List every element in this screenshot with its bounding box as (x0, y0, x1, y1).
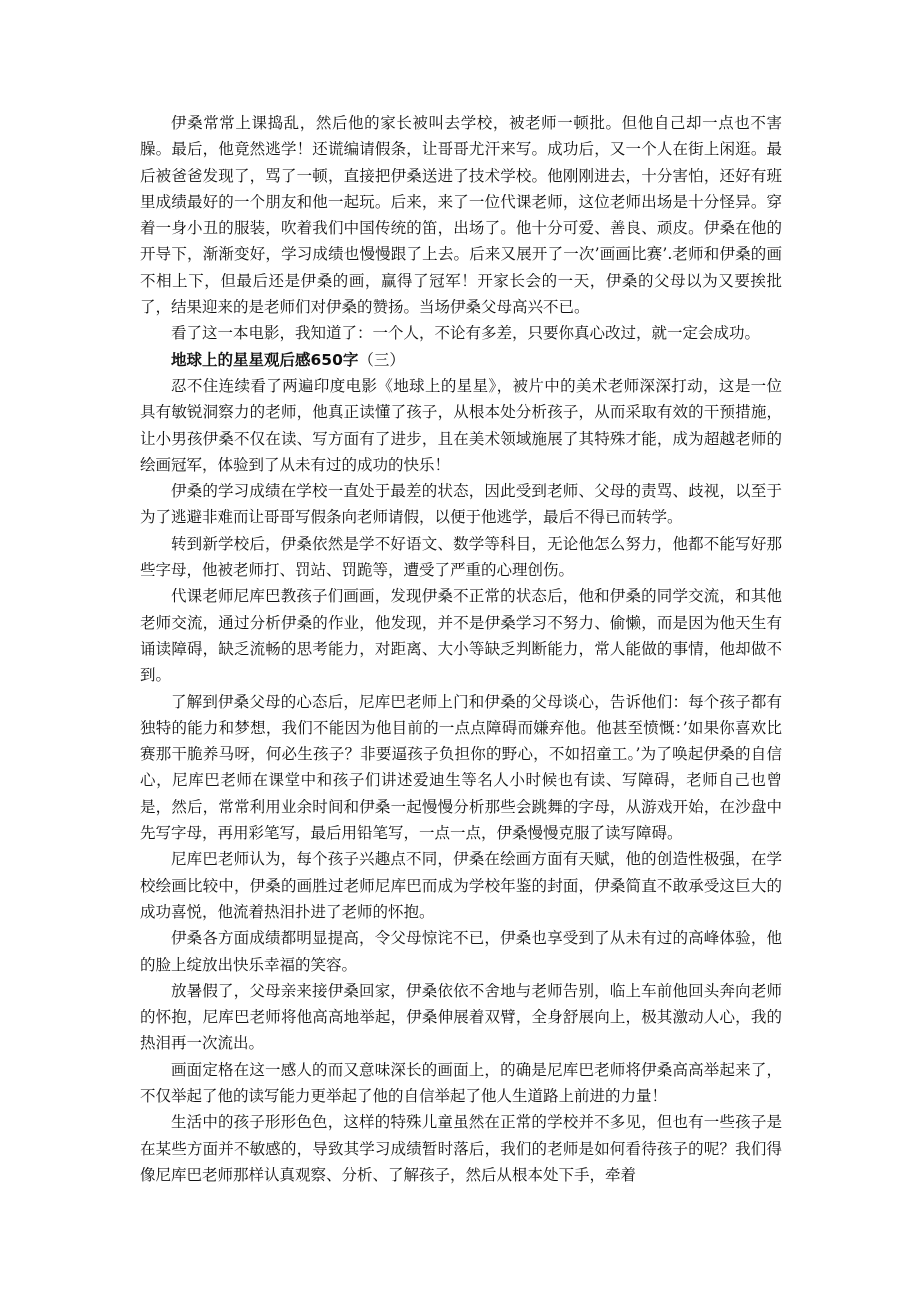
section-heading (140, 347, 782, 373)
paragraph: 画面定格在这一感人的而又意味深长的画面上，的确是尼库巴老师将伊桑高高举起来了，不仅举起了他的读写能力更举起了他的自信举起了他人生道路上前进的力量！ (140, 1060, 782, 1105)
paragraph: 伊桑各方面成绩都明显提高，令父母惊诧不已，伊桑也享受到了从未有过的高峰体验，他的脸上绽放出快乐幸福的笑容。 (140, 929, 782, 974)
heading-suffix: （三） (358, 350, 405, 369)
paragraph: 看了这一本电影，我知道了：一个人，不论有多差，只要你真心改过，就一定会成功。 (171, 324, 761, 343)
paragraph: 代课老师尼库巴教孩子们画画，发现伊桑不正常的状态后，他和伊桑的同学交流，和其他老师交流，通过分析伊桑的作业，他发现，并不是伊桑学习不努力、偷懒，而是因为他天生有诵读障碍，缺乏流畅的思考能力，对距离、大小等缺乏判断能力，常人能做的事情，他却做不到。 (140, 587, 782, 685)
paragraph: 生活中的孩子形形色色，这样的特殊儿童虽然在正常的学校并不多见，但也有一些孩子是在某些方面并不敏感的，导致其学习成绩暂时落后，我们的老师是如何看待孩子的呢？我们得像尼库巴老师那样认真观察、分析、了解孩子，然后从根本处下手，牵着 (140, 1113, 782, 1184)
paragraph: 伊桑的学习成绩在学校一直处于最差的状态，因此受到老师、父母的责骂、歧视，以至于为了逃避非难而让哥哥写假条向老师请假，以便于他逃学，最后不得已而转学。 (140, 482, 782, 527)
paragraph: 伊桑常常上课捣乱，然后他的家长被叫去学校，被老师一顿批。但他自己却一点也不害臊。最后，他竟然逃学！还谎编请假条，让哥哥尤汗来写。成功后，又一个人在街上闲逛。最后被爸爸发现了，骂了一顿，直接把伊桑送进了技术学校。他刚刚进去，十分害怕，还好有班里成绩最好的一个朋友和他一起玩。后来，来了一位代课老师，这位老师出场是十分怪异。穿着一身小丑的服装，吹着我们中国传统的笛，出场了。他十分可爱、善良、顽皮。伊桑在他的开导下，渐渐变好，学习成绩也慢慢跟了上去。后来又展开了一次’画画比赛’.老师和伊桑的画不相上下，但最后还是伊桑的画，赢得了冠军！开家长会的一天，伊桑的父母以为又要挨批了，结果迎来的是老师们对伊桑的赞扬。当场伊桑父母高兴不已。 (140, 114, 782, 317)
document-body (140, 110, 782, 1188)
paragraph: 转到新学校后，伊桑依然是学不好语文、数学等科目，无论他怎么努力，他都不能写好那些字母，他被老师打、罚站、罚跪等，遭受了严重的心理创伤。 (140, 534, 782, 580)
paragraph: 了解到伊桑父母的心态后，尼库巴老师上门和伊桑的父母谈心，告诉他们：每个孩子都有独特的能力和梦想，我们不能因为他目前的一点点障碍而嫌弃他。他甚至愤慨：’如果你喜欢比赛那干脆养马呀，何必生孩子？非要逼孩子负担你的野心，不如招童工。’为了唤起伊桑的自信心，尼库巴老师在课堂中和孩子们讲述爱迪生等名人小时候也有读、写障碍，老师自己也曾是，然后，常常利用业余时间和伊桑一起慢慢分析那些会跳舞的字母，从游戏开始，在沙盘中先写字母，再用彩笔写，最后用铅笔写，一点一点，伊桑慢慢克服了读写障碍。 (140, 692, 782, 843)
paragraph: 忍不住连续看了两遍印度电影《地球上的星星》，被片中的美术老师深深打动，这是一位具有敏锐洞察力的老师，他真正读懂了孩子，从根本处分析孩子，从而采取有效的干预措施，让小男孩伊桑不仅在读、写方面有了进步，且在美术领域施展了其特殊才能，成为超越老师的绘画冠军，体验到了从未有过的成功的快乐！ (140, 376, 782, 474)
paragraph: 尼库巴老师认为，每个孩子兴趣点不同，伊桑在绘画方面有天赋，他的创造性极强，在学校绘画比较中，伊桑的画胜过老师尼库巴而成为学校年鉴的封面，伊桑简直不敢承受这巨大的成功喜悦，他流着热泪扑进了老师的怀抱。 (140, 850, 782, 921)
paragraph: 放暑假了，父母亲来接伊桑回家，伊桑依依不舍地与老师告别，临上车前他回头奔向老师的怀抱，尼库巴老师将他高高地举起，伊桑伸展着双臂，全身舒展向上，极其激动人心，我的热泪再一次流出。 (140, 981, 782, 1053)
heading-title: 地球上的星星观后感650字 (171, 350, 359, 369)
